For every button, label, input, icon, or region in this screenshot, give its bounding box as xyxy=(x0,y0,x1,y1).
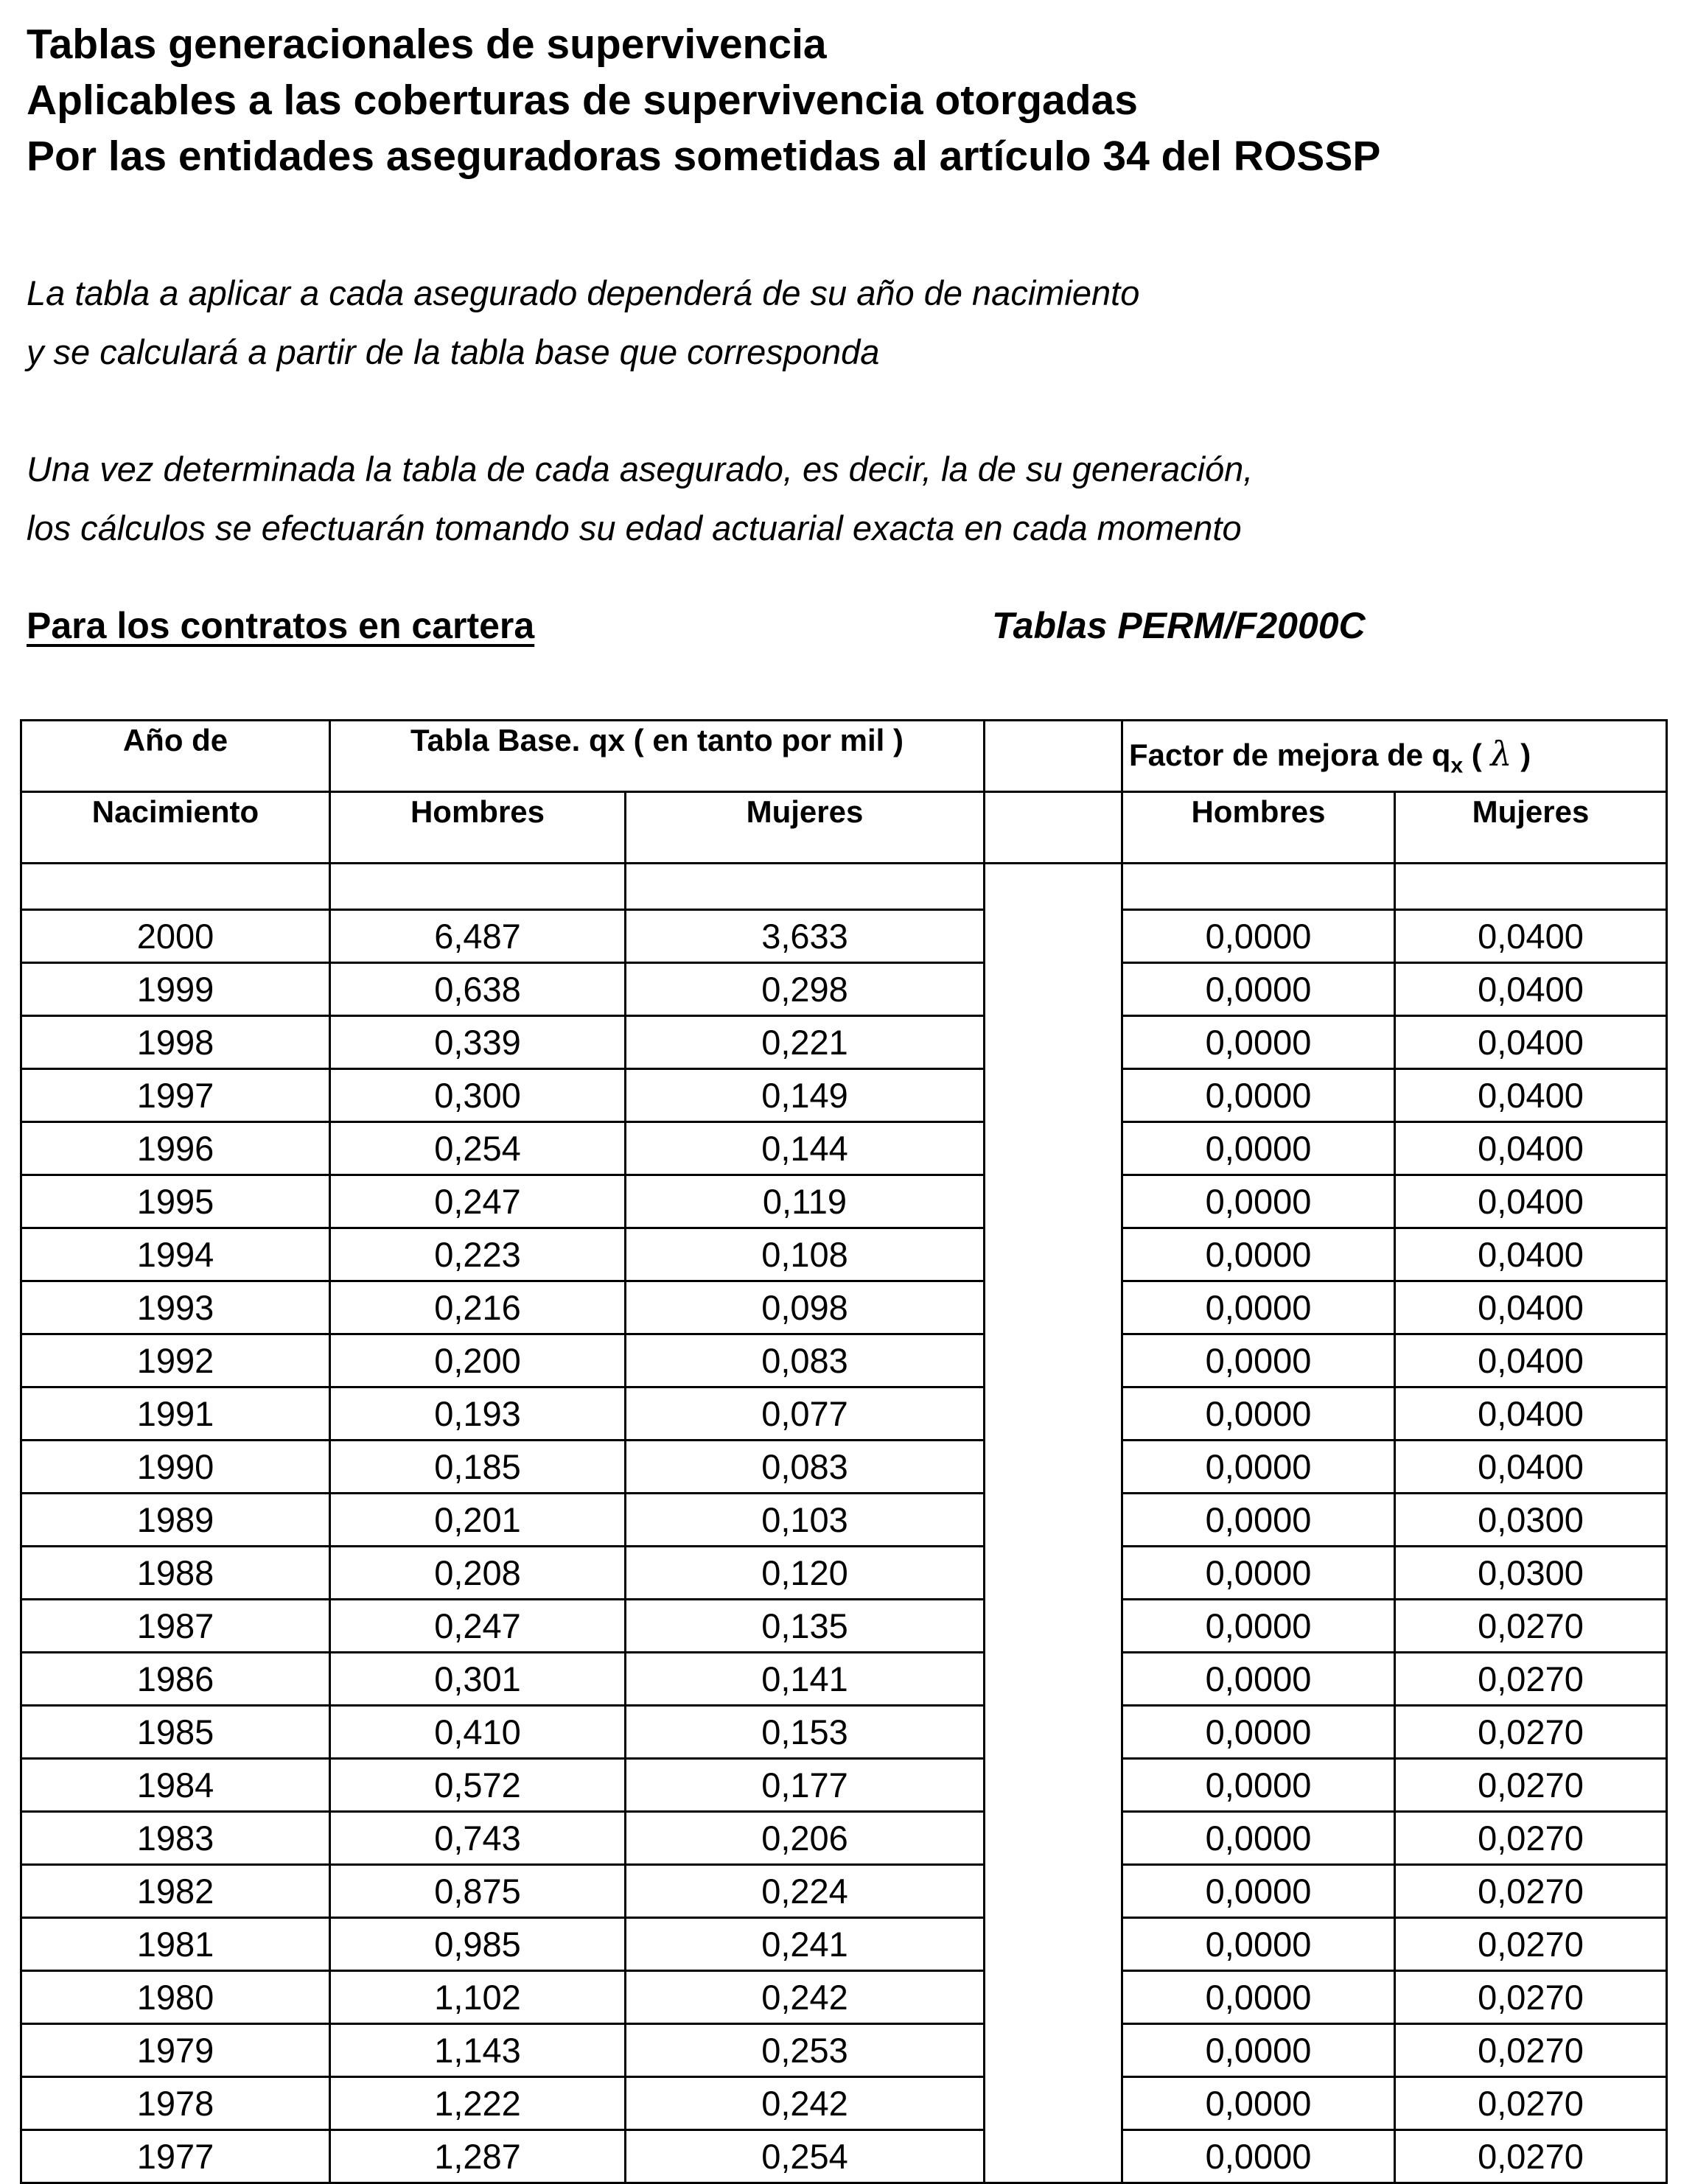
factor-men-cell: 0,0000 xyxy=(1122,1228,1395,1281)
base-men-cell: 0,300 xyxy=(330,1069,626,1122)
spacer-cell xyxy=(985,1918,1122,1971)
base-men-header: Hombres xyxy=(330,792,626,864)
factor-women-cell: 0,0270 xyxy=(1395,1918,1667,1971)
base-men-cell: 0,185 xyxy=(330,1441,626,1494)
birth-year-cell: 1995 xyxy=(21,1175,330,1228)
birth-year-cell: 1996 xyxy=(21,1122,330,1175)
table-row xyxy=(21,1812,1667,1865)
title-line: Tablas generacionales de supervivencia xyxy=(27,21,827,68)
spacer-cell xyxy=(985,1759,1122,1812)
mortality-table xyxy=(20,719,1668,2184)
base-men-cell: 0,410 xyxy=(330,1706,626,1759)
blank-cell xyxy=(1395,864,1667,910)
factor-men-cell: 0,0000 xyxy=(1122,1706,1395,1759)
spacer-cell xyxy=(985,1334,1122,1387)
table-row xyxy=(21,1228,1667,1281)
base-women-cell: 0,221 xyxy=(626,1016,985,1069)
base-women-cell: 0,119 xyxy=(626,1175,985,1228)
birth-year-cell: 1981 xyxy=(21,1918,330,1971)
birth-year-cell: 1988 xyxy=(21,1547,330,1600)
base-women-cell: 0,108 xyxy=(626,1228,985,1281)
birth-year-cell: 1994 xyxy=(21,1228,330,1281)
table-row xyxy=(21,1441,1667,1494)
factor-women-cell: 0,0270 xyxy=(1395,1653,1667,1706)
birth-year-cell: 1978 xyxy=(21,2077,330,2130)
title-line: Por las entidades aseguradoras sometidas al artículo 34 del ROSSP xyxy=(27,133,1381,180)
blank-cell xyxy=(21,864,330,910)
spacer-cell xyxy=(985,1812,1122,1865)
factor-women-cell: 0,0400 xyxy=(1395,1441,1667,1494)
mortality-table-container xyxy=(20,719,1668,2184)
factor-men-cell: 0,0000 xyxy=(1122,1387,1395,1441)
birth-year-cell: 1997 xyxy=(21,1069,330,1122)
spacer-cell xyxy=(985,1600,1122,1653)
table-row xyxy=(21,1865,1667,1918)
base-men-cell: 0,247 xyxy=(330,1600,626,1653)
blank-cell xyxy=(1122,864,1395,910)
lambda-symbol: λ xyxy=(1490,733,1512,774)
factor-women-cell: 0,0270 xyxy=(1395,2024,1667,2077)
table-row xyxy=(21,1971,1667,2024)
table-row xyxy=(21,2024,1667,2077)
birth-year-cell: 1993 xyxy=(21,1281,330,1334)
spacer-cell xyxy=(985,1016,1122,1069)
spacer-cell xyxy=(985,2024,1122,2077)
factor-women-cell: 0,0270 xyxy=(1395,1865,1667,1918)
spacer-subheader xyxy=(985,792,1122,864)
birth-year-cell: 1999 xyxy=(21,963,330,1016)
factor-women-cell: 0,0270 xyxy=(1395,1706,1667,1759)
table-row xyxy=(21,1759,1667,1812)
birth-year-cell: 2000 xyxy=(21,910,330,963)
base-women-cell: 0,120 xyxy=(626,1547,985,1600)
table-row xyxy=(21,910,1667,963)
table-row xyxy=(21,1281,1667,1334)
base-women-cell: 0,141 xyxy=(626,1653,985,1706)
table-row xyxy=(21,1016,1667,1069)
intro-paragraph-2 xyxy=(27,440,1648,558)
blank-cell xyxy=(985,864,1122,910)
spacer-cell xyxy=(985,1865,1122,1918)
birth-year-cell: 1990 xyxy=(21,1441,330,1494)
base-women-cell: 0,206 xyxy=(626,1812,985,1865)
factor-women-cell: 0,0270 xyxy=(1395,1759,1667,1812)
factor-women-cell: 0,0270 xyxy=(1395,2077,1667,2130)
base-men-cell: 0,743 xyxy=(330,1812,626,1865)
table-row xyxy=(21,1387,1667,1441)
base-men-cell: 0,223 xyxy=(330,1228,626,1281)
birth-year-cell: 1985 xyxy=(21,1706,330,1759)
base-women-cell: 0,253 xyxy=(626,2024,985,2077)
base-women-cell: 0,242 xyxy=(626,2077,985,2130)
birth-year-cell: 1992 xyxy=(21,1334,330,1387)
base-women-cell: 0,103 xyxy=(626,1494,985,1547)
base-men-cell: 0,875 xyxy=(330,1865,626,1918)
spacer-header xyxy=(985,721,1122,792)
factor-men-cell: 0,0000 xyxy=(1122,1865,1395,1918)
factor-men-cell: 0,0000 xyxy=(1122,1334,1395,1387)
factor-women-cell: 0,0400 xyxy=(1395,1228,1667,1281)
spacer-cell xyxy=(985,1228,1122,1281)
birth-year-cell: 1998 xyxy=(21,1016,330,1069)
base-women-header: Mujeres xyxy=(626,792,985,864)
spacer-cell xyxy=(985,2130,1122,2183)
spacer-cell xyxy=(985,2077,1122,2130)
spacer-cell xyxy=(985,1281,1122,1334)
blank-row xyxy=(21,864,1667,910)
factor-men-cell: 0,0000 xyxy=(1122,1759,1395,1812)
improvement-factor-header xyxy=(1122,721,1667,792)
birth-year-cell: 1984 xyxy=(21,1759,330,1812)
base-men-cell: 0,201 xyxy=(330,1494,626,1547)
table-row xyxy=(21,1069,1667,1122)
base-men-cell: 0,985 xyxy=(330,1918,626,1971)
factor-open: ( xyxy=(1463,737,1491,772)
table-row xyxy=(21,2130,1667,2183)
factor-label: Factor de mejora de q xyxy=(1129,737,1451,772)
factor-women-cell: 0,0400 xyxy=(1395,1016,1667,1069)
factor-men-cell: 0,0000 xyxy=(1122,963,1395,1016)
base-women-cell: 0,177 xyxy=(626,1759,985,1812)
birth-year-cell: 1977 xyxy=(21,2130,330,2183)
factor-men-cell: 0,0000 xyxy=(1122,1122,1395,1175)
factor-men-cell: 0,0000 xyxy=(1122,1547,1395,1600)
factor-men-cell: 0,0000 xyxy=(1122,1971,1395,2024)
spacer-cell xyxy=(985,963,1122,1016)
factor-men-cell: 0,0000 xyxy=(1122,910,1395,963)
intro-line: Una vez determinada la tabla de cada asegurado, es decir, la de su generación, xyxy=(27,449,1254,489)
birth-year-cell: 1991 xyxy=(21,1387,330,1441)
factor-women-cell: 0,0300 xyxy=(1395,1547,1667,1600)
factor-men-cell: 0,0000 xyxy=(1122,1653,1395,1706)
base-men-cell: 1,143 xyxy=(330,2024,626,2077)
table-set-name: Tablas PERM/F2000C xyxy=(992,605,1366,646)
factor-men-cell: 0,0000 xyxy=(1122,2077,1395,2130)
base-women-cell: 3,633 xyxy=(626,910,985,963)
base-women-cell: 0,135 xyxy=(626,1600,985,1653)
birth-year-cell: 1987 xyxy=(21,1600,330,1653)
factor-women-cell: 0,0400 xyxy=(1395,1069,1667,1122)
factor-women-cell: 0,0400 xyxy=(1395,1334,1667,1387)
blank-cell xyxy=(626,864,985,910)
base-women-cell: 0,242 xyxy=(626,1971,985,2024)
table-row xyxy=(21,1334,1667,1387)
factor-women-cell: 0,0400 xyxy=(1395,910,1667,963)
table-row xyxy=(21,1547,1667,1600)
base-women-cell: 0,083 xyxy=(626,1441,985,1494)
factor-men-cell: 0,0000 xyxy=(1122,2130,1395,2183)
birth-year-cell: 1983 xyxy=(21,1812,330,1865)
birth-year-cell: 1980 xyxy=(21,1971,330,2024)
base-men-cell: 6,487 xyxy=(330,910,626,963)
factor-women-cell: 0,0300 xyxy=(1395,1494,1667,1547)
factor-women-cell: 0,0270 xyxy=(1395,1812,1667,1865)
table-row xyxy=(21,1706,1667,1759)
spacer-cell xyxy=(985,1441,1122,1494)
factor-men-header: Hombres xyxy=(1122,792,1395,864)
intro-line: y se calculará a partir de la tabla base que corresponda xyxy=(27,332,880,371)
spacer-cell xyxy=(985,1069,1122,1122)
base-women-cell: 0,241 xyxy=(626,1918,985,1971)
table-row xyxy=(21,1600,1667,1653)
birth-year-cell: 1982 xyxy=(21,1865,330,1918)
spacer-cell xyxy=(985,1706,1122,1759)
intro-line: La tabla a aplicar a cada asegurado dependerá de su año de nacimiento xyxy=(27,273,1140,312)
year-header-top: Año de xyxy=(21,721,330,792)
factor-women-cell: 0,0270 xyxy=(1395,1971,1667,2024)
spacer-cell xyxy=(985,1494,1122,1547)
factor-men-cell: 0,0000 xyxy=(1122,1069,1395,1122)
section-title: Para los contratos en cartera xyxy=(27,605,535,646)
factor-men-cell: 0,0000 xyxy=(1122,1441,1395,1494)
base-men-cell: 0,254 xyxy=(330,1122,626,1175)
base-men-cell: 0,572 xyxy=(330,1759,626,1812)
table-row xyxy=(21,1175,1667,1228)
table-header-row xyxy=(21,721,1667,792)
factor-men-cell: 0,0000 xyxy=(1122,1918,1395,1971)
base-women-cell: 0,224 xyxy=(626,1865,985,1918)
base-men-cell: 0,339 xyxy=(330,1016,626,1069)
factor-women-cell: 0,0400 xyxy=(1395,1387,1667,1441)
base-men-cell: 0,301 xyxy=(330,1653,626,1706)
factor-women-cell: 0,0400 xyxy=(1395,1281,1667,1334)
table-row xyxy=(21,963,1667,1016)
spacer-cell xyxy=(985,1122,1122,1175)
factor-men-cell: 0,0000 xyxy=(1122,1175,1395,1228)
spacer-cell xyxy=(985,1653,1122,1706)
base-women-cell: 0,149 xyxy=(626,1069,985,1122)
spacer-cell xyxy=(985,1175,1122,1228)
table-body xyxy=(21,864,1667,2183)
base-men-cell: 0,200 xyxy=(330,1334,626,1387)
spacer-cell xyxy=(985,1971,1122,2024)
base-men-cell: 1,102 xyxy=(330,1971,626,2024)
base-women-cell: 0,077 xyxy=(626,1387,985,1441)
base-women-cell: 0,144 xyxy=(626,1122,985,1175)
table-subheader-row xyxy=(21,792,1667,864)
table-row xyxy=(21,1122,1667,1175)
factor-women-cell: 0,0400 xyxy=(1395,1175,1667,1228)
factor-men-cell: 0,0000 xyxy=(1122,1600,1395,1653)
base-women-cell: 0,254 xyxy=(626,2130,985,2183)
spacer-cell xyxy=(985,910,1122,963)
base-men-cell: 0,216 xyxy=(330,1281,626,1334)
birth-year-cell: 1979 xyxy=(21,2024,330,2077)
factor-women-cell: 0,0400 xyxy=(1395,963,1667,1016)
factor-women-header: Mujeres xyxy=(1395,792,1667,864)
factor-men-cell: 0,0000 xyxy=(1122,1812,1395,1865)
section-heading xyxy=(27,604,1648,663)
base-women-cell: 0,083 xyxy=(626,1334,985,1387)
intro-line: los cálculos se efectuarán tomando su edad actuarial exacta en cada momento xyxy=(27,508,1242,547)
blank-cell xyxy=(330,864,626,910)
birth-year-cell: 1989 xyxy=(21,1494,330,1547)
factor-women-cell: 0,0270 xyxy=(1395,1600,1667,1653)
factor-men-cell: 0,0000 xyxy=(1122,1281,1395,1334)
factor-women-cell: 0,0400 xyxy=(1395,1122,1667,1175)
table-row xyxy=(21,1494,1667,1547)
factor-close: ) xyxy=(1511,737,1531,772)
factor-men-cell: 0,0000 xyxy=(1122,2024,1395,2077)
base-men-cell: 0,247 xyxy=(330,1175,626,1228)
table-row xyxy=(21,1653,1667,1706)
spacer-cell xyxy=(985,1387,1122,1441)
factor-subscript: x xyxy=(1450,753,1464,778)
table-row xyxy=(21,1918,1667,1971)
base-women-cell: 0,098 xyxy=(626,1281,985,1334)
base-men-cell: 0,638 xyxy=(330,963,626,1016)
base-men-cell: 1,222 xyxy=(330,2077,626,2130)
factor-men-cell: 0,0000 xyxy=(1122,1016,1395,1069)
base-women-cell: 0,153 xyxy=(626,1706,985,1759)
intro-paragraph-1 xyxy=(27,264,1648,382)
year-header-bottom: Nacimiento xyxy=(21,792,330,864)
title-line: Aplicables a las coberturas de supervivencia otorgadas xyxy=(27,77,1138,124)
base-men-cell: 0,208 xyxy=(330,1547,626,1600)
base-women-cell: 0,298 xyxy=(626,963,985,1016)
factor-women-cell: 0,0270 xyxy=(1395,2130,1667,2183)
document-title xyxy=(27,16,1648,184)
factor-men-cell: 0,0000 xyxy=(1122,1494,1395,1547)
base-table-header: Tabla Base. qx ( en tanto por mil ) xyxy=(330,721,985,792)
spacer-cell xyxy=(985,1547,1122,1600)
base-men-cell: 1,287 xyxy=(330,2130,626,2183)
table-row xyxy=(21,2077,1667,2130)
birth-year-cell: 1986 xyxy=(21,1653,330,1706)
base-men-cell: 0,193 xyxy=(330,1387,626,1441)
